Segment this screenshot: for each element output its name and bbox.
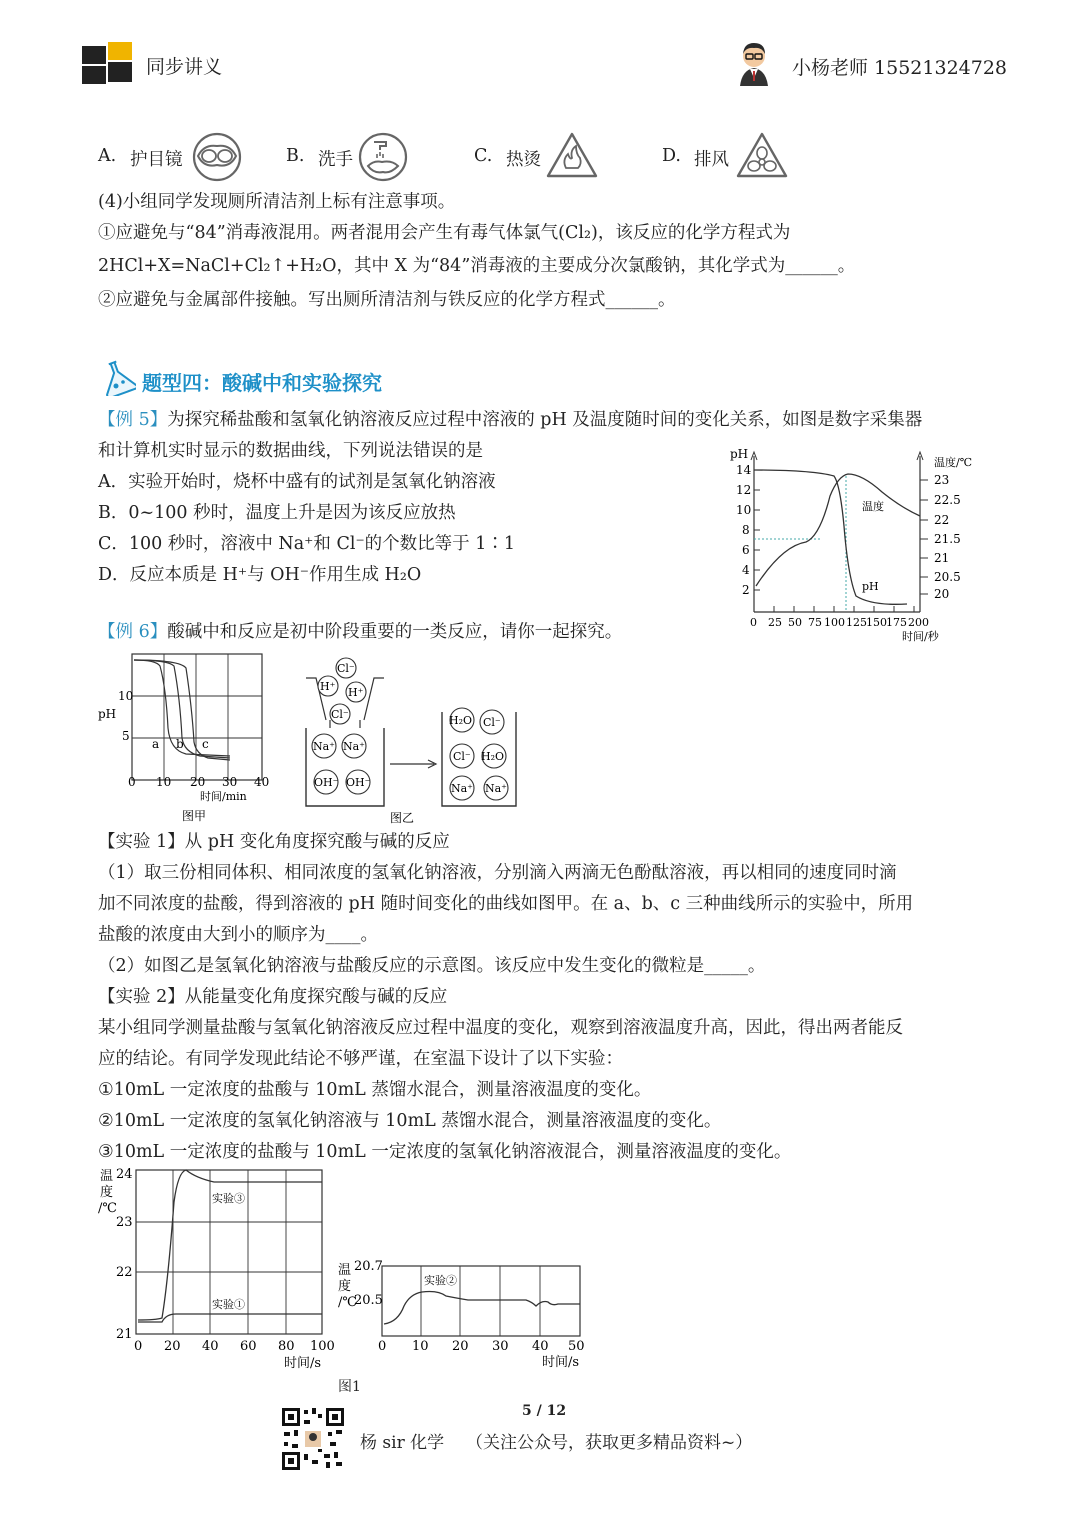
ph-tick-14: 14	[736, 463, 752, 477]
exp2-l1: 某小组同学测量盐酸与氢氧化钠溶液反应过程中温度的变化，观察到溶液温度升高，因此，得出两者能反	[98, 1018, 903, 1038]
ex5-line1	[98, 408, 922, 432]
q4-intro: (4)小组同学发现厕所清洁剂上标有注意事项。	[98, 192, 456, 212]
page-number: 5 / 12	[522, 1403, 567, 1419]
x-tick-75: 75	[808, 616, 822, 629]
chart1-x-label: 时间/秒	[902, 630, 939, 643]
fig1-right-y-20.5: 20.5	[354, 1293, 383, 1308]
ion-top-cl-2: Cl⁻	[331, 708, 349, 721]
ph-tick-6: 6	[742, 543, 750, 557]
fig1-right-x-0: 0	[378, 1339, 387, 1354]
temp-tick-20.5: 20.5	[934, 570, 961, 584]
fig1-right-x-40: 40	[532, 1339, 549, 1354]
ion-top-cl-1: Cl⁻	[337, 662, 355, 675]
ph-curve	[754, 470, 907, 604]
ion-na-r1: Na⁺	[451, 782, 473, 795]
exp2-curve	[384, 1292, 580, 1325]
ph-curve-label: pH	[862, 580, 879, 593]
fig1-left-y-21: 21	[116, 1327, 133, 1342]
ex6-line1	[98, 620, 622, 644]
curve-c-label: c	[202, 737, 209, 751]
teacher-avatar	[734, 38, 774, 86]
fig1-left-x-0: 0	[134, 1339, 143, 1354]
exp2-label: 实验②	[424, 1274, 457, 1287]
x-tick-200: 200	[908, 616, 929, 629]
fig1-right-y-label-3: /℃	[338, 1295, 357, 1310]
exp1-label: 实验①	[212, 1298, 245, 1311]
option-d-letter: D.	[662, 146, 681, 166]
header-left-title: 同步讲义	[146, 56, 223, 78]
x-tick-50: 50	[788, 616, 802, 629]
ex5-tag: 【例 5】	[98, 410, 168, 430]
temp-tick-21: 21	[934, 551, 950, 565]
ex5-option-b: B．0~100 秒时，温度上升是因为该反应放热	[98, 503, 456, 523]
temp-tick-21.5: 21.5	[934, 532, 961, 546]
exp1-title: 【实验 1】从 pH 变化角度探究酸与碱的反应	[98, 832, 450, 852]
fig1-left-x-20: 20	[164, 1339, 181, 1354]
fig1-right-x-20: 20	[452, 1339, 469, 1354]
exp2-l2: 应的结论。有同学发现此结论不够严谨，在室温下设计了以下实验：	[98, 1049, 623, 1069]
ion-h2o-1: H₂O	[449, 714, 473, 727]
fig-jia-y-tick-10: 10	[118, 689, 134, 703]
fig-jia-caption: 图甲	[182, 809, 207, 823]
footer-brand: 杨 sir 化学	[360, 1433, 445, 1453]
fig1-left-x-80: 80	[278, 1339, 295, 1354]
ex5-text1: 为探究稀盐酸和氢氧化钠溶液反应过程中溶液的 pH 及温度随时间的变化关系，如图是数字采集器	[167, 410, 923, 430]
ph-tick-12: 12	[736, 483, 752, 497]
fig1-left-x-label: 时间/s	[284, 1356, 322, 1371]
ph-temp-chart	[722, 446, 992, 646]
figure-1-right	[336, 1256, 596, 1372]
flask-icon	[96, 360, 136, 400]
ion-na-r2: Na⁺	[485, 782, 507, 795]
ex6-text1: 酸碱中和反应是初中阶段重要的一类反应，请你一起探究。	[167, 622, 623, 642]
options-row	[98, 130, 818, 184]
wash-hands-icon	[356, 132, 410, 186]
fig1-left-y-label-1: 温	[100, 1169, 114, 1184]
footer-note: （关注公众号，获取更多精品资料~）	[466, 1433, 753, 1453]
fig1-right-x-30: 30	[492, 1339, 509, 1354]
ion-oh-2: OH⁻	[346, 776, 371, 789]
chart1-left-label: pH	[730, 447, 749, 461]
q4-p2: 2HCl+X=NaCl+Cl₂↑+H₂O，其中 X 为“84”消毒液的主要成分次氯酸钠，其化学式为______。	[98, 256, 856, 276]
hot-warning-icon	[544, 130, 600, 186]
fig-jia-x-tick-0: 0	[128, 775, 136, 789]
ion-top-h-2: H⁺	[348, 686, 364, 699]
exp2-l5: ③10mL 一定浓度的盐酸与 10mL 一定浓度的氢氧化钠溶液混合，测量溶液温度的变化。	[98, 1142, 792, 1162]
exp3-label: 实验③	[212, 1192, 245, 1205]
temp-tick-22.5: 22.5	[934, 493, 961, 507]
x-tick-0: 0	[750, 616, 757, 629]
ion-na-1: Na⁺	[313, 740, 335, 753]
ion-oh-1: OH⁻	[314, 776, 339, 789]
x-tick-125: 125	[846, 616, 867, 629]
fig-jia-x-tick-40: 40	[254, 775, 270, 789]
q4-p3: ②应避免与金属部件接触。写出厕所清洁剂与铁反应的化学方程式______。	[98, 290, 676, 310]
ion-cl-r1: Cl⁻	[483, 716, 501, 729]
figure-1-left	[96, 1162, 346, 1376]
fig1-left-y-23: 23	[116, 1215, 133, 1230]
ex5-option-d: D．反应本质是 H⁺与 OH⁻作用生成 H₂O	[98, 565, 422, 585]
fig1-left-y-label-3: /℃	[98, 1201, 117, 1216]
fig1-left-x-40: 40	[202, 1339, 219, 1354]
fig1-right-y-label-1: 温	[338, 1263, 352, 1278]
ex5-line2: 和计算机实时显示的数据曲线，下列说法错误的是	[98, 441, 483, 461]
exp2-l4: ②10mL 一定浓度的氢氧化钠溶液与 10mL 蒸馏水混合，测量溶液温度的变化。	[98, 1111, 722, 1131]
x-tick-100: 100	[824, 616, 845, 629]
exp1-l1: （1）取三份相同体积、相同浓度的氢氧化钠溶液，分别滴入两滴无色酚酞溶液，再以相同的速度同时滴	[98, 863, 897, 883]
fig1-right-y-label-2: 度	[338, 1279, 352, 1294]
fig-jia-y-tick-5: 5	[122, 729, 130, 743]
fig1-left-x-60: 60	[240, 1339, 257, 1354]
fig1-left-y-24: 24	[116, 1167, 133, 1182]
ex5-option-c: C．100 秒时，溶液中 Na⁺和 Cl⁻的个数比等于 1∶1	[98, 534, 516, 554]
fig1-left-x-100: 100	[310, 1339, 335, 1354]
qr-code	[280, 1406, 346, 1472]
exp1-l2: 加不同浓度的盐酸，得到溶液的 pH 随时间变化的曲线如图甲。在 a、b、c 三种曲线所示的实验中，所用	[98, 894, 914, 914]
temp-tick-20: 20	[934, 587, 950, 601]
chart1-right-label: 温度/℃	[934, 456, 973, 469]
fig1-left-y-22: 22	[116, 1265, 133, 1280]
x-tick-175: 175	[886, 616, 907, 629]
temp-curve-label: 温度	[862, 500, 884, 513]
fig1-right-x-50: 50	[568, 1339, 585, 1354]
x-tick-25: 25	[768, 616, 782, 629]
fig1-left-y-label-2: 度	[100, 1185, 114, 1200]
ex5-option-a: A．实验开始时，烧杯中盛有的试剂是氢氧化钠溶液	[98, 472, 496, 492]
figure-1-caption: 图1	[338, 1379, 361, 1395]
option-d-label: 排风	[694, 150, 729, 170]
q4-p1: ①应避免与“84”消毒液混用。两者混用会产生有毒气体氯气(Cl₂)，该反应的化学方程式为	[98, 223, 791, 243]
exp1-curve	[138, 1314, 322, 1322]
ion-cl-r2: Cl⁻	[453, 750, 471, 763]
fig-jia-y-label: pH	[98, 707, 117, 721]
temp-tick-23: 23	[934, 473, 950, 487]
ph-tick-2: 2	[742, 583, 750, 597]
option-c-letter: C.	[474, 146, 493, 166]
fig-yi-caption: 图乙	[390, 811, 415, 825]
fig-jia-x-tick-20: 20	[190, 775, 206, 789]
figure-yi	[300, 652, 530, 828]
temp-tick-22: 22	[934, 513, 950, 527]
exp1-l3: 盐酸的浓度由大到小的顺序为____。	[98, 925, 378, 945]
ph-tick-4: 4	[742, 563, 750, 577]
temp-curve	[756, 474, 920, 586]
curve-b-label: b	[176, 737, 184, 751]
fig1-right-x-10: 10	[412, 1339, 429, 1354]
option-b-letter: B.	[286, 146, 305, 166]
fig-jia-x-tick-10: 10	[156, 775, 172, 789]
ph-tick-10: 10	[736, 503, 752, 517]
exp1-l4: （2）如图乙是氢氧化钠溶液与盐酸反应的示意图。该反应中发生变化的微粒是_____。	[98, 956, 766, 976]
exp2-l3: ①10mL 一定浓度的盐酸与 10mL 蒸馏水混合，测量溶液温度的变化。	[98, 1080, 652, 1100]
option-c-label: 热烫	[506, 150, 541, 170]
fig-jia-x-label: 时间/min	[200, 790, 247, 803]
curve-a-label: a	[152, 737, 160, 751]
fig1-right-x-label: 时间/s	[542, 1355, 580, 1370]
header-right-title: 小杨老师 15521324728	[792, 57, 1008, 79]
goggles-icon	[190, 132, 244, 186]
fig1-right-y-20.7: 20.7	[354, 1259, 383, 1274]
figure-jia	[96, 648, 286, 824]
option-a-label: 护目镜	[130, 150, 183, 170]
option-a-letter: A.	[98, 146, 117, 166]
ventilation-icon	[734, 130, 790, 186]
x-tick-150: 150	[866, 616, 887, 629]
ex6-tag: 【例 6】	[98, 622, 168, 642]
fig-jia-x-tick-30: 30	[222, 775, 238, 789]
topic-title: 题型四：酸碱中和实验探究	[142, 371, 382, 395]
ion-top-h-1: H⁺	[320, 680, 336, 693]
ph-tick-8: 8	[742, 523, 750, 537]
ion-h2o-2: H₂O	[481, 750, 505, 763]
option-b-label: 洗手	[318, 150, 353, 170]
ion-na-2: Na⁺	[343, 740, 365, 753]
logo	[82, 42, 134, 86]
exp2-title: 【实验 2】从能量变化角度探究酸与碱的反应	[98, 987, 448, 1007]
